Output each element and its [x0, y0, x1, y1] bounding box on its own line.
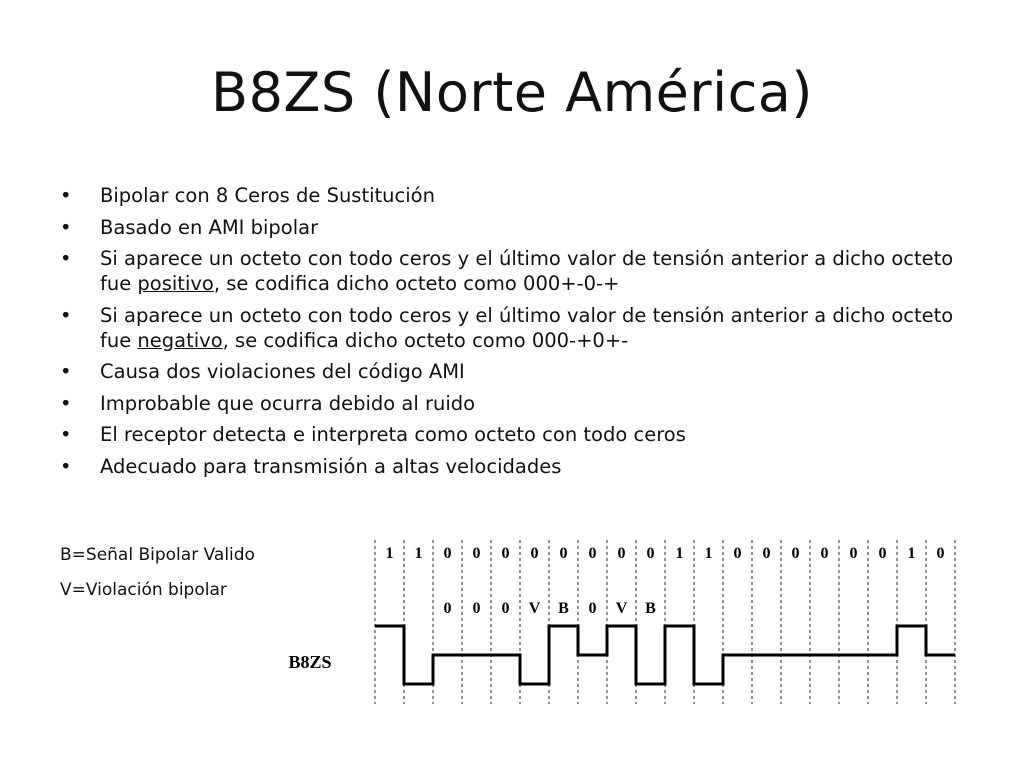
substitution-label: B [558, 600, 569, 617]
bit-label: 0 [617, 545, 626, 562]
bullet-text: , se codifica dicho octeto como 000+-0-+ [213, 272, 620, 295]
b8zs-waveform [375, 626, 955, 684]
bit-label: 0 [762, 545, 771, 562]
bit-label: 0 [472, 545, 481, 562]
bit-label: 1 [704, 545, 713, 562]
bullet-text: , se codifica dicho octeto como 000-+0+- [222, 328, 629, 352]
bit-label: 0 [501, 545, 510, 562]
bullet-text: Si aparece un octeto con todo ceros y el último valor de tensión anterior a dicho octeto fue [100, 247, 954, 295]
bullet-text: Bipolar con 8 Ceros de Sustitución [100, 184, 435, 207]
substitution-label: 0 [472, 600, 481, 617]
bullet-text: Basado en AMI bipolar [100, 215, 319, 239]
substitution-label: V [528, 600, 541, 617]
legend-v-definition: V=Violación bipolar [60, 580, 227, 600]
bit-label: 1 [414, 545, 423, 562]
bullet-text: Si aparece un octeto con todo ceros y el último valor de tensión anterior a dicho octeto fue [100, 303, 954, 352]
substitution-label: 0 [443, 600, 452, 617]
legend-b-definition: B=Señal Bipolar Valido [60, 545, 255, 565]
bullet-text: El receptor detecta e interpreta como octeto con todo ceros [100, 423, 686, 446]
bullet-text: Improbable que ocurra debido al ruido [100, 391, 476, 415]
bullet-text: Causa dos violaciones del código AMI [100, 360, 465, 383]
bit-label: 1 [675, 545, 684, 562]
substitution-label: B [645, 600, 656, 617]
bit-label: 0 [588, 545, 597, 562]
bullet-emphasis: positivo [137, 272, 214, 295]
bit-label: 1 [907, 545, 916, 562]
substitution-label: 0 [588, 600, 597, 617]
bit-label: 0 [733, 545, 742, 562]
substitution-label: V [615, 600, 628, 617]
bit-label: 0 [820, 545, 829, 562]
bullet-emphasis: negativo [137, 328, 223, 352]
substitution-label: 0 [501, 600, 510, 617]
slide-title: B8ZS (Norte América) [211, 61, 813, 124]
bit-label: 0 [878, 545, 887, 562]
bit-label: 0 [443, 545, 452, 562]
bit-label: 0 [791, 545, 800, 562]
bullet-text: Adecuado para transmisión a altas velocidades [100, 454, 562, 478]
bit-label: 0 [530, 545, 539, 562]
bit-label: 0 [646, 545, 655, 562]
bit-label: 0 [559, 545, 568, 562]
bit-label: 1 [385, 545, 394, 562]
bit-label: 0 [936, 545, 945, 562]
bit-label: 0 [849, 545, 858, 562]
code-label: B8ZS [288, 652, 332, 672]
